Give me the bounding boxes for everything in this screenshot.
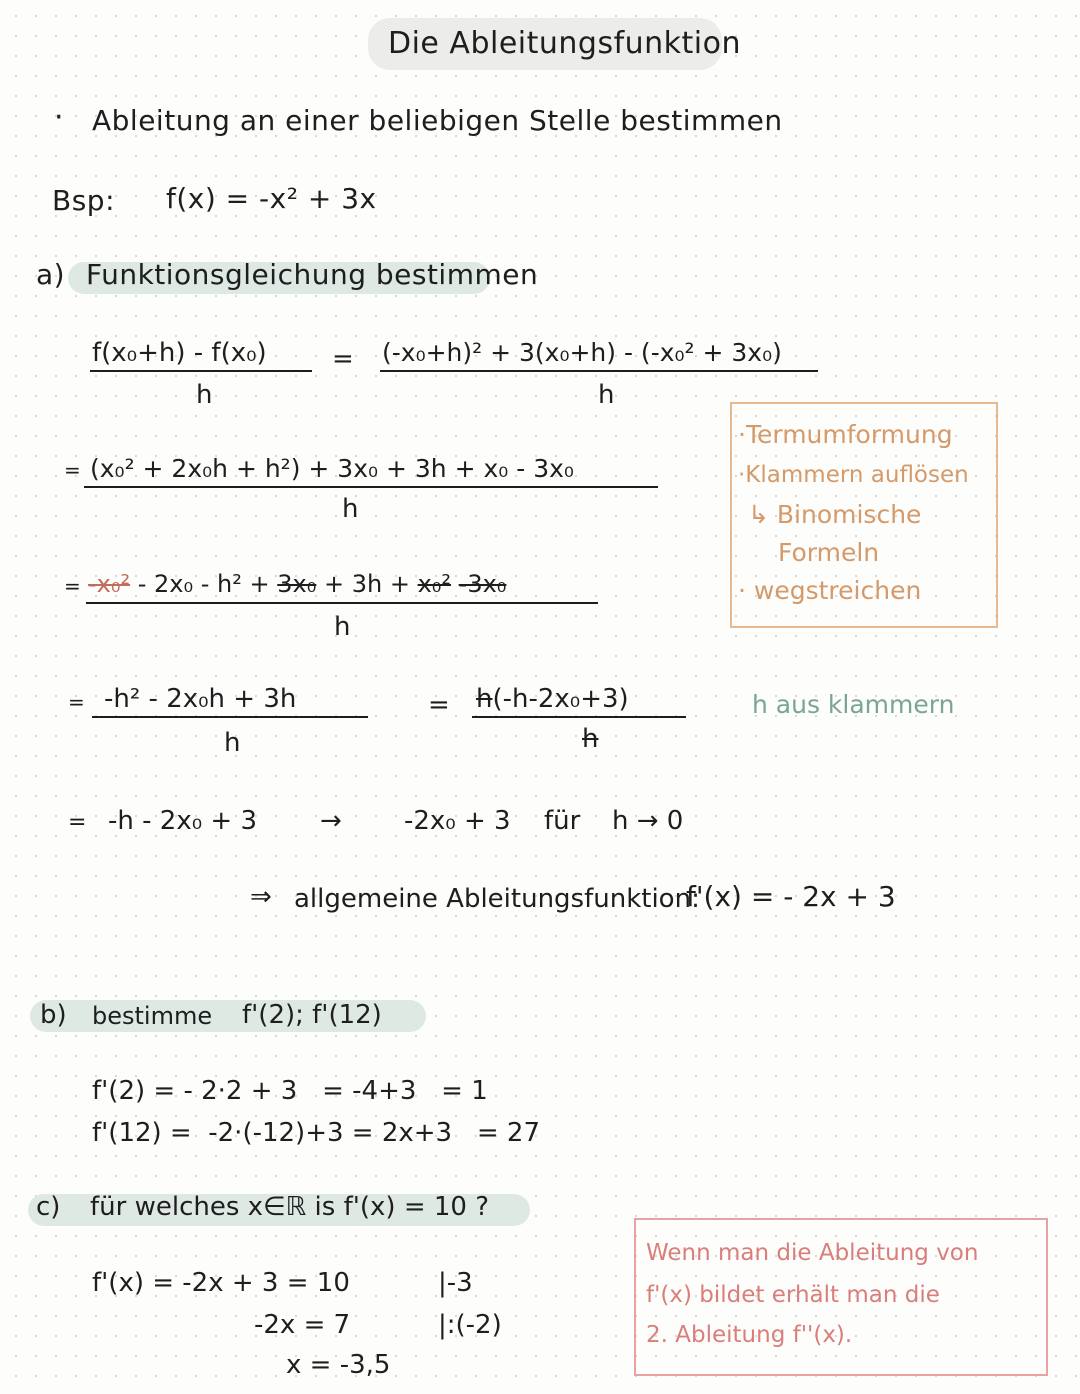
part-c-line-1-note: |-3 [438, 1268, 473, 1298]
step4-equals: = [68, 690, 85, 714]
step2-denominator: h [342, 494, 359, 524]
step2-equals: = [64, 458, 81, 482]
step1-rhs-fraction-line [380, 370, 818, 372]
part-c-line-2: -2x = 7 [254, 1310, 351, 1340]
step5-condition-word: für [544, 806, 581, 836]
step4-fraction-line [92, 716, 368, 718]
step2-numerator: (x₀² + 2x₀h + h²) + 3x₀ + 3h + x₀ - 3x₀ [90, 454, 574, 483]
step4-bracket: (-h-2x₀+3) [492, 684, 629, 714]
step3-denominator: h [334, 612, 351, 642]
part-b-label: b) [40, 1000, 67, 1030]
intro-bullet: · [54, 100, 64, 135]
step5-equals: = [68, 810, 87, 835]
side-note-line-3: ↳ Binomische [748, 500, 922, 529]
step1-lhs-denominator: h [196, 380, 213, 410]
step4-factored-denominator: h [582, 724, 599, 754]
step5-condition: h → 0 [612, 806, 684, 836]
step3-term-mid: - 2x₀ - h² + [130, 570, 278, 598]
derivative-formula: f'(x) = - 2x + 3 [686, 880, 896, 913]
side-note-line-2: ·Klammern auflösen [738, 462, 969, 488]
step3-numerator [88, 570, 506, 598]
step5-expression: -h - 2x₀ + 3 [108, 806, 257, 836]
part-c-line-1: f'(x) = -2x + 3 = 10 [92, 1268, 350, 1298]
step4-factored-fraction-line [472, 716, 686, 718]
step1-lhs-fraction-line [90, 370, 312, 372]
h-ausklammern-note: h aus klammern [752, 690, 955, 719]
intro-text: Ableitung an einer beliebigen Stelle bestimmen [92, 104, 783, 137]
step3-term-x0sq: x₀² [417, 570, 452, 598]
part-a-label: a) [36, 258, 66, 291]
step4-equals-2: = [428, 690, 450, 720]
step3-term-x0sq-neg: -x₀² [88, 570, 131, 598]
part-c-line-3: x = -3,5 [286, 1350, 391, 1380]
step5-arrow: → [320, 806, 342, 836]
example-label: Bsp: [52, 184, 116, 217]
part-c-line-2-note: |:(-2) [438, 1310, 502, 1340]
part-b-line-2: f'(12) = -2·(-12)+3 = 2x+3 = 27 [92, 1118, 541, 1148]
step3-equals: = [64, 574, 81, 598]
red-note-line-3: 2. Ableitung f''(x). [646, 1322, 853, 1348]
step1-rhs-numerator: (-x₀+h)² + 3(x₀+h) - (-x₀² + 3x₀) [382, 338, 782, 367]
example-function: f(x) = -x² + 3x [166, 182, 377, 215]
step3-term-3h: + 3h + [316, 570, 418, 598]
conclusion-text: allgemeine Ableitungsfunktion: [294, 884, 700, 914]
step3-fraction-line [86, 602, 598, 604]
part-b-heading: bestimme [92, 1002, 213, 1030]
part-c-heading: für welches x∈ℝ is f'(x) = 10 ? [90, 1192, 490, 1222]
step2-fraction-line [84, 486, 658, 488]
part-b-targets: f'(2); f'(12) [242, 1000, 382, 1030]
step4-cancelled-h: h [476, 684, 493, 714]
red-note-line-1: Wenn man die Ableitung von [646, 1240, 979, 1266]
side-note-line-1: ·Termumformung [738, 420, 953, 449]
step4-factored-numerator [476, 684, 629, 714]
step4-denominator: h [224, 728, 241, 758]
page-title: Die Ableitungsfunktion [388, 26, 742, 61]
part-b-line-1: f'(2) = - 2·2 + 3 = -4+3 = 1 [92, 1076, 488, 1106]
part-a-heading: Funktionsgleichung bestimmen [86, 258, 539, 291]
side-note-line-4: Formeln [778, 538, 880, 567]
part-c-label: c) [36, 1192, 61, 1222]
step1-equals: = [332, 344, 354, 374]
step3-term-3x0: 3x₀ [277, 570, 317, 598]
step3-term-neg3x0: -3x₀ [458, 570, 507, 598]
step4-numerator: -h² - 2x₀h + 3h [104, 684, 297, 714]
conclusion-arrow: ⇒ [250, 882, 272, 912]
step5-limit-result: -2x₀ + 3 [404, 806, 511, 836]
side-note-line-5: · wegstreichen [738, 576, 922, 605]
step1-lhs-numerator: f(x₀+h) - f(x₀) [92, 338, 267, 368]
step3-term-space [451, 570, 459, 598]
red-note-line-2: f'(x) bildet erhält man die [646, 1282, 940, 1308]
step1-rhs-denominator: h [598, 380, 615, 410]
